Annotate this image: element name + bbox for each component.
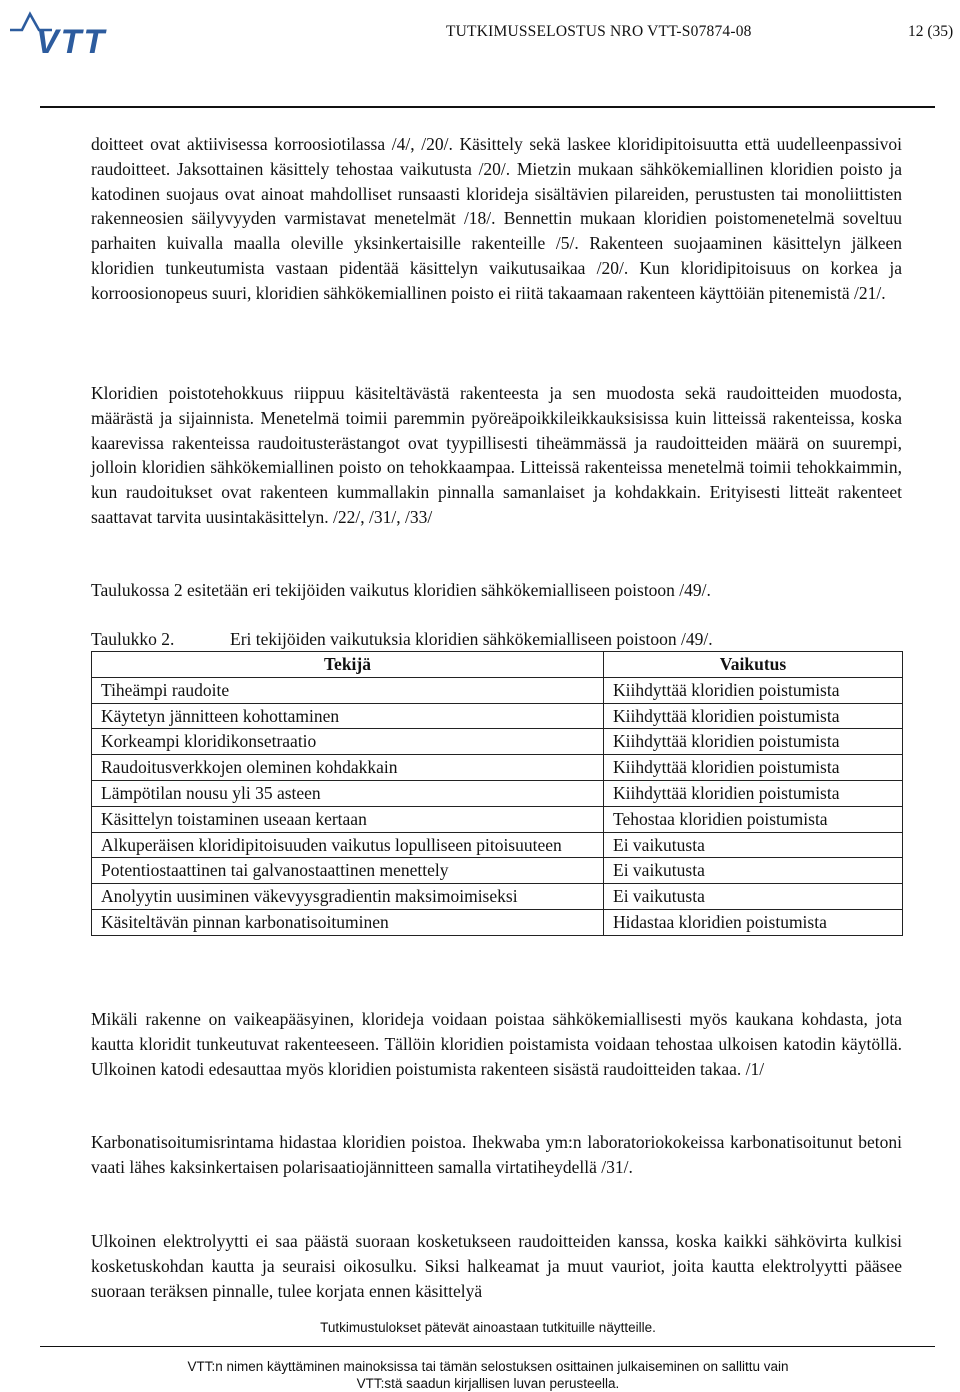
- table-header-factor: Tekijä: [92, 652, 604, 678]
- table-caption-text: Eri tekijöiden vaikutuksia kloridien sähkökemialliseen poistoon /49/.: [230, 629, 713, 649]
- effect-cell: Ei vaikutusta: [604, 858, 903, 884]
- effect-cell: Kiihdyttää kloridien poistumista: [604, 703, 903, 729]
- table-row: [92, 729, 903, 755]
- paragraph-2: Kloridien poistotehokkuus riippuu käsiteltävästä rakenteesta ja sen muodosta sekä raudoitteiden muodosta, määrästä ja sijainnista. Menetelmä toimii paremmin pyöreäpoikkileikkauksisissa kuin litteissä rakenteissa, koska kaarevissa rakenteissa raudoitusterästangot ovat tyypillisesti tiheämmässä ja raudoitteiden määrä on suurempi, jolloin kloridien sähkökemiallinen poisto on tehokkaampaa. Litteissä rakenteissa menetelmä toimii tehokkaimmin, kun raudoitukset ovat rakenteen kummallakin pinnalla samanlaiset ja kohdakkain. Erityisesti litteät rakenteet saattavat tarvita uusintakäsittelyn. /22/, /31/, /33/: [91, 383, 902, 527]
- table-header-effect: Vaikutus: [604, 652, 903, 678]
- table-row: [92, 677, 903, 703]
- table-row: [92, 703, 903, 729]
- table-row: [92, 858, 903, 884]
- effect-cell: Kiihdyttää kloridien poistumista: [604, 780, 903, 806]
- vtt-logo: [8, 4, 140, 58]
- footer-legal: [0, 1358, 960, 1392]
- paragraph-6: Ulkoinen elektrolyytti ei saa päästä suoraan kosketukseen raudoitteiden kanssa, koska kaikki sähkövirta kulkisi kosketuskohdan kautta ja seuraisi oikosulku. Siksi halkeamat ja muut vauriot, joita kautta elektrolyytti pääsee suoraan teräksen pinnalle, tulee korjata ennen käsittelyä: [91, 1231, 902, 1301]
- table-row: [92, 832, 903, 858]
- table-row: [92, 909, 903, 935]
- factor-cell: Korkeampi kloridikonsetraatio: [92, 729, 604, 755]
- effect-cell: Hidastaa kloridien poistumista: [604, 909, 903, 935]
- footer-legal-line-2: VTT:stä saadun kirjallisen luvan perusteella.: [356, 1376, 620, 1391]
- factors-table: [91, 651, 903, 936]
- effect-cell: Kiihdyttää kloridien poistumista: [604, 729, 903, 755]
- paragraph-4: Mikäli rakenne on vaikeapääsyinen, klorideja voidaan poistaa sähkökemiallisesti myös kaukana kohdasta, jota kautta kloridit tunkeutuvat rakenteeseen. Tällöin kloridien poistamista voidaan tehostaa ulkoisen katodin käytöllä. Ulkoinen katodi edesauttaa myös kloridien poistumista rakenteen sisästä raudoitteiden takaa. /1/: [91, 1009, 902, 1079]
- effect-cell: Kiihdyttää kloridien poistumista: [604, 755, 903, 781]
- factor-cell: Tiheämpi raudoite: [92, 677, 604, 703]
- paragraph-1: doitteet ovat aktiivisessa korroosiotilassa /4/, /20/. Käsittely sekä laskee kloridipitoisuutta että uudelleenpassivoi raudoitteet. Jaksottainen käsittely tehostaa vaikutusta /20/. Mietzin mukaan sähkökemiallinen kloridien poisto ja katodinen suojaus ovat ainoat mahdolliset runsaasti klorideja sisältävien pilareiden, perustusten tai monoliittisten rakenneosien säilyvyyden varmistavat menetelmät /18/. Bennettin mukaan kloridien poistomenetelmä soveltuu parhaiten kuivalla maalla oleville yksinkertaisille rakenteille /5/. Rakenteen suojaaminen käsittelyn jälkeen kloridien tunkeutumista vastaan pidentää käsittelyn vaikutusaikaa /20/. Kun kloridipitoisuus on korkea ja korroosionopeus suuri, kloridien sähkökemiallinen poisto ei riitä takaamaan rakenteen käyttöiän pitenemistä /21/.: [91, 134, 902, 303]
- factor-cell: Raudoitusverkkojen oleminen kohdakkain: [92, 755, 604, 781]
- table-row: [92, 755, 903, 781]
- table-row: [92, 884, 903, 910]
- factor-cell: Alkuperäisen kloridipitoisuuden vaikutus lopulliseen pitoisuuteen: [92, 832, 604, 858]
- table-caption: [91, 627, 713, 651]
- table-header-row: [92, 652, 903, 678]
- table-row: [92, 780, 903, 806]
- factor-cell: Käsittelyn toistaminen useaan kertaan: [92, 806, 604, 832]
- effect-cell: Kiihdyttää kloridien poistumista: [604, 677, 903, 703]
- factor-cell: Käytetyn jännitteen kohottaminen: [92, 703, 604, 729]
- footer-divider: [40, 1346, 935, 1347]
- effect-cell: Ei vaikutusta: [604, 832, 903, 858]
- effect-cell: Tehostaa kloridien poistumista: [604, 806, 903, 832]
- factor-cell: Anolyytin uusiminen väkevyysgradientin maksimoimiseksi: [92, 884, 604, 910]
- factor-cell: Lämpötilan nousu yli 35 asteen: [92, 780, 604, 806]
- report-title: TUTKIMUSSELOSTUS NRO VTT-S07874-08: [446, 23, 752, 40]
- footer-note: Tutkimustulokset pätevät ainoastaan tutkituille näytteille.: [320, 1320, 656, 1335]
- factor-cell: Käsiteltävän pinnan karbonatisoituminen: [92, 909, 604, 935]
- page-number: 12 (35): [908, 23, 954, 40]
- factor-cell: Potentiostaattinen tai galvanostaattinen menettely: [92, 858, 604, 884]
- effect-cell: Ei vaikutusta: [604, 884, 903, 910]
- paragraph-5: Karbonatisoitumisrintama hidastaa kloridien poistoa. Ihekwaba ym:n laboratoriokokeissa karbonatisoitunut betoni vaati lähes kaksinkertaisen polarisaatiojännitteen samalla virtatiheydellä /31/.: [91, 1132, 902, 1177]
- paragraph-3: Taulukossa 2 esitetään eri tekijöiden vaikutus kloridien sähkökemialliseen poistoon /49/.: [91, 580, 711, 600]
- table-caption-number: Taulukko 2.: [91, 629, 175, 649]
- logo-text: VTT: [36, 23, 107, 58]
- table-row: [92, 806, 903, 832]
- header-divider: [40, 106, 935, 108]
- footer-legal-line-1: VTT:n nimen käyttäminen mainoksissa tai tämän selostuksen osittainen julkaiseminen on sallittu vain: [187, 1359, 789, 1374]
